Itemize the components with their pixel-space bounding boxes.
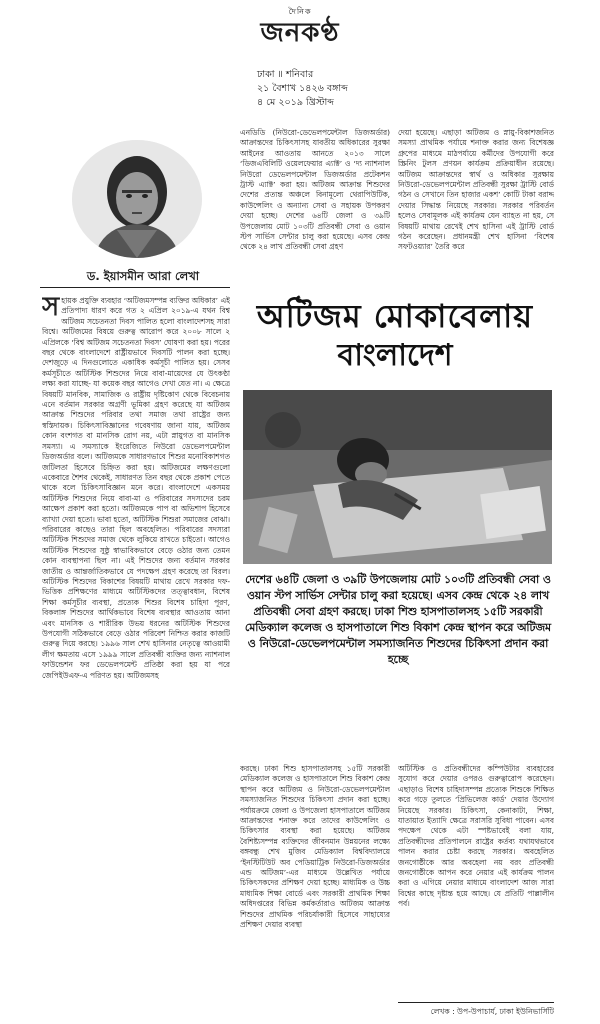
paragraph-left-text: হায়ক প্রযুক্তি ব্যবহার ‘অটিজমসম্পন্ন ব্যক্তির অধিকার’ এই প্রতিপাদ্য ধারণ করে গত ২ এপ্রিল ২০১৯-এ যথন বিশ্ব অটিজম সচেতনতা দিবস পালিত হলো বাংলাদেশসহ সারা বিশ্বে। অটিজমের বিষয়ে গুরুত্ব আরোপ করে ২০০৮ সালে ২ এপ্রিলকে ‘বিশ্ব অটিজম সচেতনতা দিবস’ ঘোষণা করা হয়। পরের বছর থেকে বাংলাদেশে রাষ্ট্রীয়ভাবে দিবসটি পালন করা হচ্ছে। দেশজুড়ে এ দিনগুলোতে একাধিক কর্মসূচী পালিত হয়। সেসব কর্মসূচীতে অটিস্টিক শিশুদের নিয়ে বাবা-মায়েদের যে উৎকণ্ঠা লক্ষ্য করা যাচ্ছে- যা কয়েক বছর আগেও দেখা যেত না। এ ক্ষেত্রে বিষয়টি মানবিক, সামাজিক ও রাষ্ট্রীয় দৃষ্টিকোণ থেকে বিবেচনায় এনে বর্তমান সরকার অগ্রণী ভূমিকা গ্রহণ করেছে যা অটিজম আক্রান্ত শিশুদের পরিবার তথা সমাজ তথা রাষ্ট্রের জন্য স্বস্তিদায়ক। চিকিৎসাবিজ্ঞানের গবেষণায় জানা যায়, অটিজম কোন বংশগত বা মানসিক রোগ নয়, এটা স্নায়ুগত বা মানসিক সমস্যা। এ সমস্যাকে ইংরেজিতে নিউরো ডেভেলপমেন্টাল ডিজঅর্ডার বলে। অটিজমকে সাধারণভাবে শিশুর মনোবিকাশগত জটিলতা হিসেবে চিহ্নিত করা হয়। অটিজমের লক্ষণগুলো একেবারে শৈশব থেকেই, সাধারণত তিন বছর থেকে প্রকাশ পেতে থাকে বলে চিকিৎসাবিজ্ঞান মনে করে। বাংলাদেশে একসময় অটিস্টিক শিশুদের নিয়ে বাবা-মা ও পরিবারের সদস্যদের চরম আক্ষেপ প্রকাশ করা হতো। অটিজমকে পাপ বা অভিশাপ হিসেবে ব্যাখ্যা দেয়া হতো। ভাবা হতো, অটিস্টিক শিশুরা সমাজের বোঝা। পরিবারের কাছেও তারা ছিল অবহেলিত। পরিবারের সদস্যরা অটিস্টিক শিশুদের সমাজ থেকে লুকিয়ে রাখতে চাইতো। আগেও অটিস্টিক শিশুদের সুষ্ঠু স্বাভাবিকভাবে বেড়ে ওঠার জন্য তেমন কোন ব্যবস্থাপনা ছিল না। এই শিশুদের জন্য বর্তমান সরকার জাতীয় ও আন্তর্জাতিকভাবে যে পদক্ষেপ গ্রহণ করেছে তা বিরল। অটিস্টিক শিশুদের বিকাশের বিষয়টি মাথায় রেখে সরকার দফ-ভিত্তিক প্রশিক্ষণের মাধ্যমে অটিস্টিকদের তত্ত্বাবধান, বিশেষ শিক্ষা কর্মসূচীর ব্যবস্থা, প্রত্যেক শিশুর বিশেষ চাহিদা পূরণ, বিকলাঙ্গ শিশুদের আর্থিকভাবে বিশেষ ব্যবস্থার আওতায় আনা এবং মানসিক ও শারীরিক উভয় ধরনের অটিস্টিক শিশুদের উপযোগী সঠিকভাবে বেড়ে ওঠার পরিবেশ নিশ্চিত করার কাজটি গুরুত্ব দিয়ে করছে। ১৯৯৬ সাল শেখ হাসিনার নেতৃত্বে আওয়ামী লীগ ক্ষমতায় এসে ১৯৯৯ সালে প্রতিবন্ধী ব্যক্তির জন্য ন্যাশনাল ফাউন্ডেশন ফর ডেভেলপমেন্ট প্রতিষ্ঠা করা হয় যা পরে জেপিইউএফ-এ পরিণত হয়। অটিজমসহ [42, 296, 230, 680]
article-photo [243, 390, 552, 564]
paragraph-left [42, 296, 230, 681]
dateline [257, 68, 348, 110]
dateline-bangla-date: ২১ বৈশাখ ১৪২৬ বঙ্গাব্দ [257, 83, 348, 94]
paragraph-bottom-right: অটিস্টিক ও প্রতিবন্ধীদের কম্পিউটার ব্যবহারের সুযোগ করে দেয়ার ওপরও গুরুত্বারোপ করেছেন। এছাড়াও বিশেষ চাহিদাসম্পন্ন প্রত্যেক শিশুকে শিক্ষিত করে গড়ে তুলতে ‘প্রিভিলেজ কার্ড’ দেয়ার উদ্যোগ নিয়েছে সরকার। চিকিৎসা, কেনাকাটা, শিক্ষা, যাতায়াত ইত্যাদি ক্ষেত্রে সরাসরি সুবিধা পাবেন। এসব পদক্ষেপ থেকে এটা স্পষ্টভাবেই বলা যায়, প্রতিবন্ধীদের প্রতিপালনে রাষ্ট্রের কর্তব্য যথাযথভাবে পালন করার চেষ্টা করছে সরকার। অবহেলিত জনগোষ্ঠীকে আর অবহেলা নয় বরং প্রতিবন্ধী জনগোষ্ঠীকে আপন করে নেয়ার এই কার্যক্রম পালন করা ও এগিয়ে নেয়ার মাধ্যমে বাংলাদেশ আজ সারা বিশ্বের কাছে দৃষ্টান্ত হয়ে আছে। যে প্রতিটি পাল্লালীন পর্ব। [398, 764, 554, 909]
headline-line-2: বাংলাদেশ [337, 338, 453, 373]
paragraph-top-middle: এনডিডি (নিউরো-ডেভেলপমেন্টাল ডিজঅর্ডার) আক্রান্তদের চিকিৎসাসহ যাবতীয় অধিকারের সুরক্ষা আইনের আওতায় আনতে ২০১৩ সালে ‘ডিজএবিলিটি ওয়েলফেয়ার এ্যাক্ট’ ও ‘দ্য ন্যাশনাল নিউরো ডেভেলপমেন্টাল ডিজঅর্ডার প্রটেকশন ট্রাস্ট এ্যাক্ট’ করা হয়। অটিজম আক্রান্ত শিশুদের দেশের প্রত্যন্ত অঞ্চলে বিনামূল্যে থেরাপিউটিক, কাউন্সেলিং ও অন্যান্য সেবা ও সহায়ক উপকরণ দেয়া হচ্ছে। দেশের ৬৪টি জেলা ও ৩৯টি উপজেলায় মোট ১০৩টি প্রতিবন্ধী সেবা ও ওয়ান স্টপ সার্ভিস সেন্টার চালু করা হয়েছে। এসব কেন্দ্র থেকে ২৪ লাখ প্রতিবন্ধী সেবা গ্রহণ [240, 128, 390, 252]
woman-portrait-icon [72, 140, 202, 258]
footer-rule [398, 1002, 554, 1003]
drop-cap: স [42, 296, 60, 322]
masthead-prefix: দৈনিক [288, 7, 312, 16]
newspaper-masthead [248, 6, 352, 47]
photo-caption: দেশের ৬৪টি জেলা ও ৩৯টি উপজেলায় মোট ১০৩টি প্রতিবন্ধী সেবা ও ওয়ান স্টপ সার্ভিস সেন্টার চালু করা হয়েছে। এসব কেন্দ্র থেকে ২৪ লাখ প্রতিবন্ধী সেবা গ্রহণ করছে। ঢাকা শিশু হাসপাতালসহ ১৫টি সরকারী মেডিক্যাল কলেজ ও হাসপাতালে শিশু বিকাশ কেন্দ্র স্থাপন করে অটিজম ও নিউরো-ডেভেলপমেন্টাল সমস্যাজনিত শিশুদের চিকিৎসা প্রদান করা হচ্ছে [244, 573, 552, 666]
headline-line-1: অটিজম মোকাবেলায় [256, 297, 534, 335]
byline-rule [40, 287, 230, 288]
dateline-gregorian-date: ৪ মে ২০১৯ খ্রিস্টাব্দ [257, 97, 334, 108]
author-portrait [72, 140, 202, 258]
author-footer-note: লেখক : উপ-উপাচার্য, ঢাকা ইউনিভার্সিটি [430, 1007, 554, 1016]
article-column-bottom-right [398, 764, 554, 1000]
child-drawing-photo [243, 390, 552, 564]
article-column-top-middle [240, 128, 390, 280]
paragraph-bottom-middle: করছে। ঢাকা শিশু হাসপাতালসহ ১৫টি সরকারী মেডিক্যাল কলেজ ও হাসপাতালে শিশু বিকাশ কেন্দ্র স্থাপন করে অটিজম ও নিউরো-ডেভেলপমেন্টাল সমস্যাজনিত শিশুদের চিকিৎসা প্রদান করা হচ্ছে। পর্যায়ক্রমে জেলা ও উপজেলা হাসপাতালে অটিজম আক্রান্তদের শনাক্ত করে তাদের কাউন্সেলিং ও চিকিৎসার ব্যবস্থা করা হয়েছে। অটিজম বৈশিষ্ট্যসম্পন্ন ব্যক্তিদের জীবনমান উন্নয়নের লক্ষ্যে বঙ্গবন্ধু শেখ মুজিব মেডিক্যাল বিশ্ববিদ্যালয়ে ‘ইনস্টিটিউট অব পেডিয়াট্রিক নিউরো-ডিজঅর্ডার এন্ড অটিজম’-এর মাধ্যমে উল্লেখিত পর্যায়ে চিকিৎসকদের প্রশিক্ষণ দেয়া হচ্ছে। মাধ্যমিক ও উচ্চ মাধ্যমিক শিক্ষা বোর্ডে এবং সরকারী প্রাথমিক শিক্ষা অধিদপ্তরের বিভিন্ন কর্মকর্তারাও অটিজম আক্রান্ত শিশুদের প্রাথমিক পরিচর্যাকারী হিসেবে সাহায্যের প্রশিক্ষণ দেয়ার ব্যবস্থা [240, 764, 390, 930]
article-column-bottom-middle [240, 764, 390, 1014]
article-column-left [42, 296, 230, 1016]
masthead-name: জনকণ্ঠ [260, 18, 340, 48]
dateline-place-day: ঢাকা ॥ শনিবার [257, 69, 314, 80]
article-headline [240, 296, 550, 376]
article-column-top-right [398, 128, 554, 280]
paragraph-top-right: দেয়া হয়েছে। এছাড়া অটিজম ও স্নায়ু-বিকাশজনিত সমস্যা প্রাথমিক পর্যায়ে শনাক্ত করার জন্য বিশেষজ্ঞ গ্রুপের মাধ্যমে মাঠপর্যায়ে কর্মীদের উপযোগী করে স্ক্রিনিং টুলস প্রণয়ন কার্যক্রম প্রক্রিয়াধীন রয়েছে। অটিজম আক্রান্তদের স্বার্থ ও অধিকার সুরক্ষায় নিউরো-ডেভেলপমেন্টাল প্রতিবন্ধী সুরক্ষা ট্রাস্টি বোর্ড গঠন ও সেখানে তিন হাজার একশ’ কোটি টাকা বরাদ্দ দেয়ার সিদ্ধান্ত নিয়েছে সরকার। সরকার পরিবর্তন হলেও সেবামূলক এই কার্যক্রম যেন ব্যাহত না হয়, সে বিষয়টি মাথায় রেখেই শেখ হাসিনা এই ট্রাস্টি বোর্ড গঠন করেছেন। প্রধানমন্ত্রী শেখ হাসিনা ‘বিশেষ সফটওয়্যার’ তৈরি করে [398, 128, 554, 252]
author-byline: ড. ইয়াসমীন আরা লেখা [86, 269, 200, 283]
